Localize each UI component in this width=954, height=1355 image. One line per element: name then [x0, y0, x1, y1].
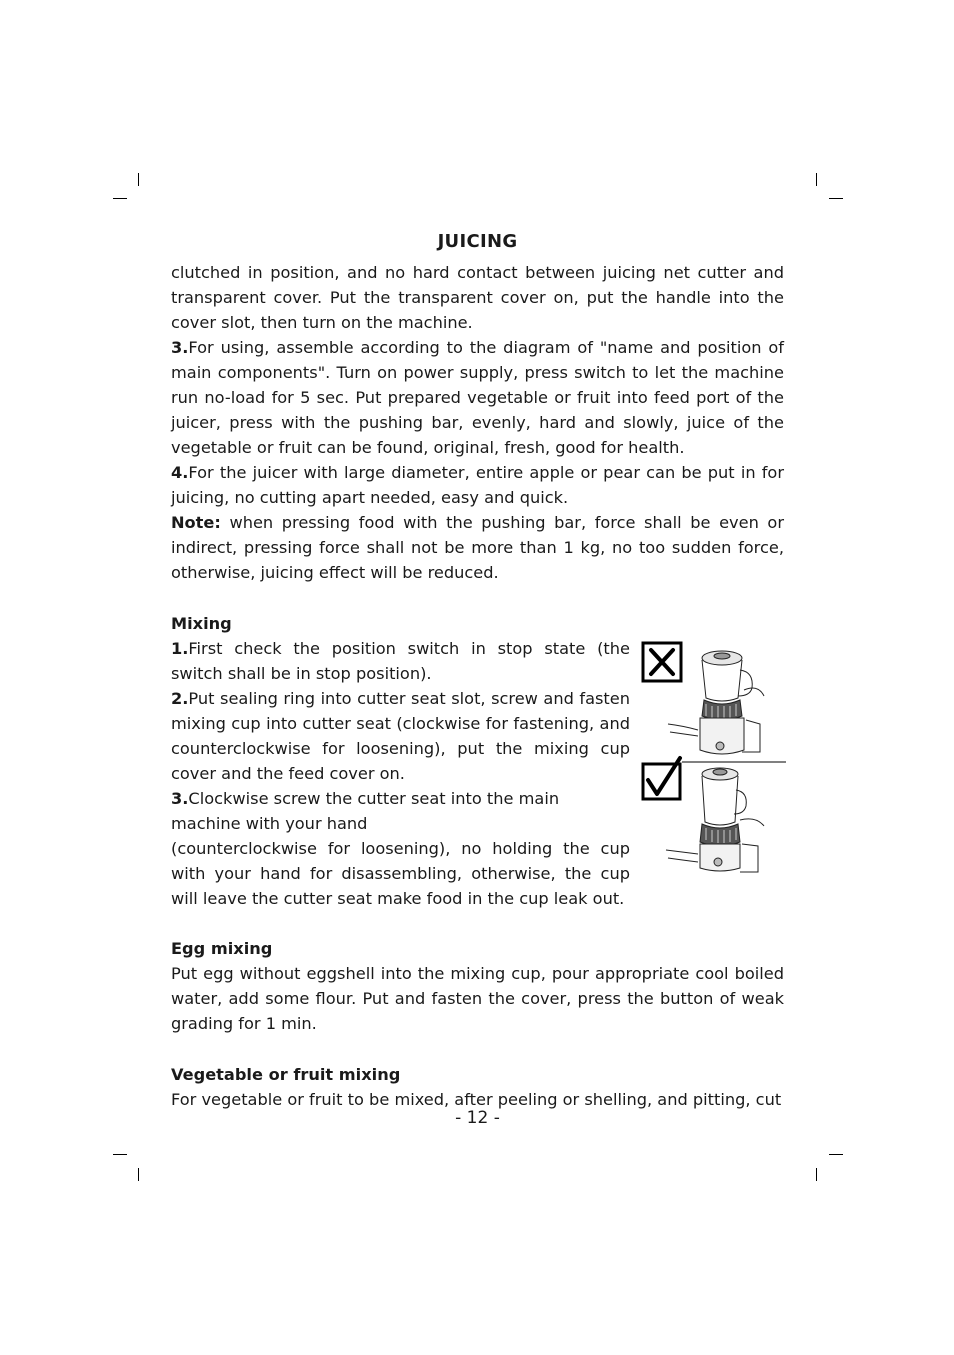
- crop-mark: [816, 173, 817, 186]
- mixing-step-2: [171, 686, 630, 786]
- check-box-icon: [643, 758, 680, 799]
- blender-assembly-illustration: [640, 640, 786, 880]
- section-heading: Vegetable or fruit mixing: [171, 1065, 401, 1084]
- note-label: Note:: [171, 513, 221, 532]
- step-number: 1.: [171, 639, 189, 658]
- crop-mark: [138, 1168, 139, 1181]
- intro-section: [171, 260, 784, 585]
- mixing-step-3: [171, 786, 630, 836]
- step-number: 3.: [171, 338, 189, 357]
- crop-mark: [829, 198, 843, 199]
- step-text: Clockwise screw the cutter seat into the main machine with your hand: [171, 789, 560, 833]
- step-text: First check the position switch in stop state (the switch shall be in stop position).: [171, 639, 630, 683]
- step-number: 4.: [171, 463, 189, 482]
- egg-mixing-text: Put egg without eggshell into the mixing cup, pour appropriate cool boiled water, add some flour. Put and fasten the cover, press the button of weak grading for 1 min.: [171, 964, 784, 1033]
- step-text: For using, assemble according to the diagram of "name and position of main components". Turn on power supply, press switch to let the machine run no-load for 5 sec. Put prepared vegetable or fruit into feed port of the juicer, press with the pushing bar, evenly, hard and slowly, juice of the vegetable or fruit can be found, original, fresh, good for health.: [171, 338, 784, 457]
- mixing-step-1: [171, 636, 630, 686]
- step-number: 2.: [171, 689, 189, 708]
- intro-step-4: [171, 460, 784, 510]
- cross-box-icon: [643, 643, 681, 681]
- note-paragraph: [171, 510, 784, 585]
- crop-mark: [113, 1154, 127, 1155]
- mixing-heading: [171, 611, 784, 636]
- note-text: when pressing food with the pushing bar, force shall be even or indirect, pressing force shall not be more than 1 kg, no too sudden force, otherwise, juicing effect will be reduced.: [171, 513, 784, 582]
- section-heading: Mixing: [171, 614, 232, 633]
- crop-mark: [113, 198, 127, 199]
- mixing-section: [171, 636, 630, 911]
- veg-mixing-section: [171, 1062, 784, 1112]
- crop-mark: [816, 1168, 817, 1181]
- veg-mixing-text: For vegetable or fruit to be mixed, after peeling or shelling, and pitting, cut: [171, 1090, 782, 1109]
- intro-step-3: [171, 335, 784, 460]
- page-number: - 12 -: [455, 1108, 500, 1128]
- egg-mixing-section: [171, 936, 784, 1036]
- section-heading: Egg mixing: [171, 939, 273, 958]
- page-title: JUICING: [437, 231, 518, 252]
- step-text: Put sealing ring into cutter seat slot, screw and fasten mixing cup into cutter seat (clockwise for fastening, and counterclockwise for loosening), put the mixing cup cover and the feed cover on.: [171, 689, 630, 783]
- step-number: 3.: [171, 789, 189, 808]
- crop-mark: [138, 173, 139, 186]
- mixing-step-3-cont: (counterclockwise for loosening), no holding the cup with your hand for disassembling, otherwise, the cup will leave the cutter seat make food in the cup leak out.: [171, 839, 630, 908]
- crop-mark: [829, 1154, 843, 1155]
- intro-paragraph: clutched in position, and no hard contact between juicing net cutter and transparent cover. Put the transparent cover on, put the handle into the cover slot, then turn on the machine.: [171, 263, 784, 332]
- step-text: For the juicer with large diameter, entire apple or pear can be put in for juicing, no cutting apart needed, easy and quick.: [171, 463, 784, 507]
